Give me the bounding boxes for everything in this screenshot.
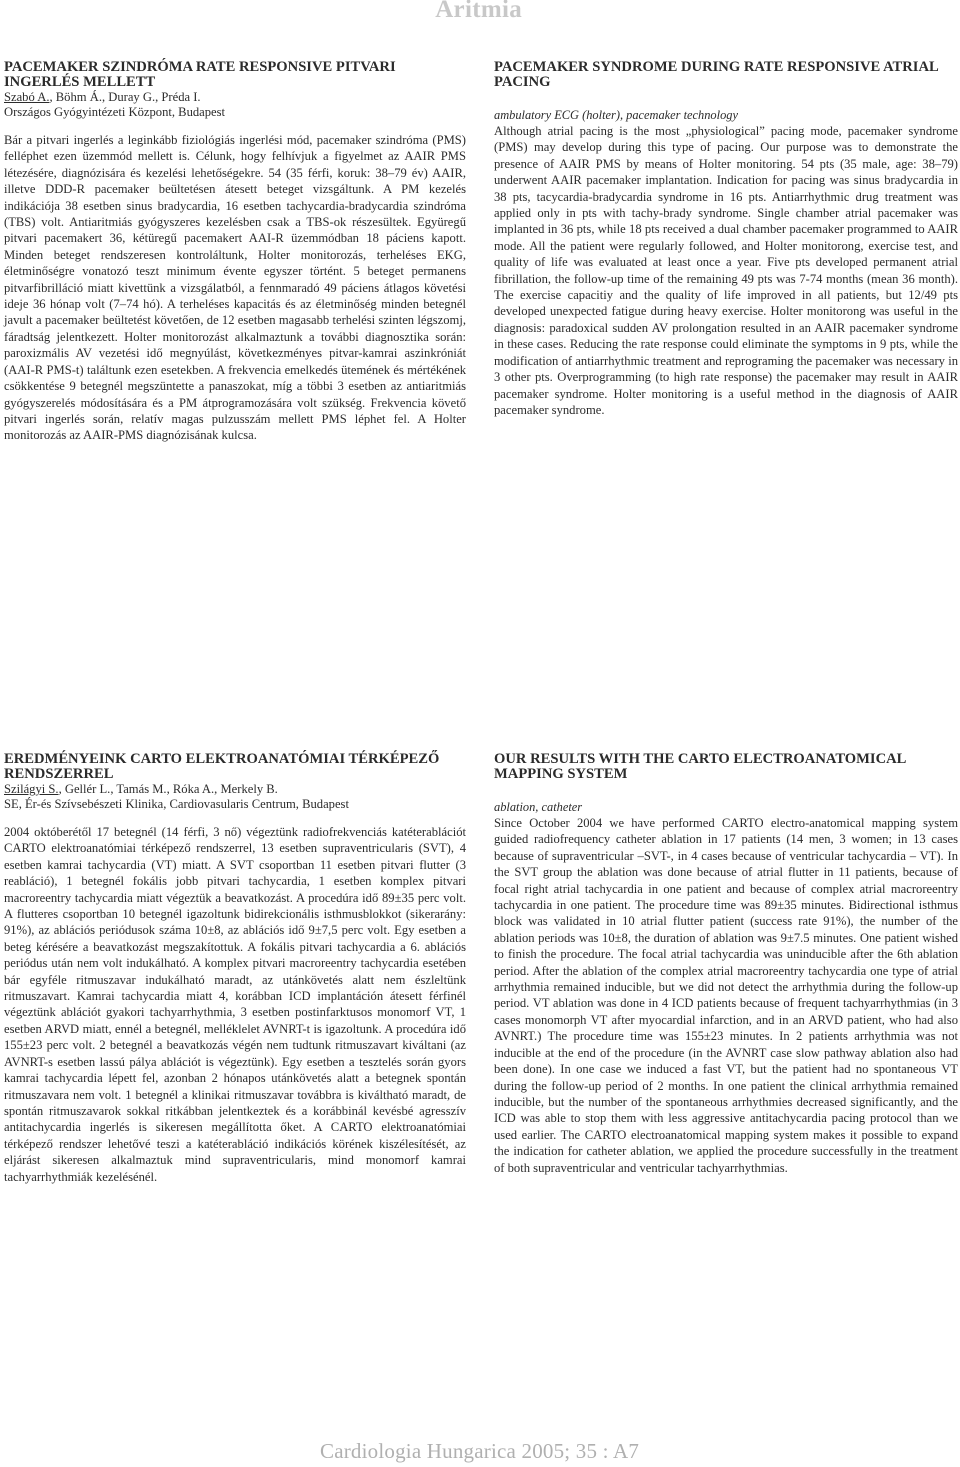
keywords: ambulatory ECG (holter), pacemaker technology [494, 108, 738, 122]
presenting-author: Szilágyi S. [4, 782, 59, 796]
author-list [4, 90, 466, 105]
co-authors: , Böhm Á., Duray G., Préda I. [49, 90, 201, 104]
affiliation: Országos Gyógyintézeti Központ, Budapest [4, 105, 226, 119]
abstract-title: OUR RESULTS WITH THE CARTO ELECTROANATOMICAL MAPPING SYSTEM [494, 751, 906, 782]
abstract-body: Bár a pitvari ingerlés a leginkább fiziológiás ingerlési mód, pacemaker szindróma (PMS) felléphet ezen üzemmód mellett is. Célunk, hogy felhívjuk a figyelmet az AAIR PMS létezésére, diagnózisára és kezelési lehetőségekre. 54 (35 férfi, koruk: 38–79 év) AAIR, illetve DDD-R pacemaker beültetésen átesett beteget vizsgáltunk. A PM kezelés indikációja 38 esetben sinus bradycardia, 16 esetben tachycardia-bradycardia szindróma (TBS) volt. Antiaritmiás gyógyszeres kezelésben csak a TBS-ok részesültek. Együregű pitvari pacemakert 36, kétüregű pacemakert AAI-R üzemmódban 18 páciens kapott. Minden beteget rendszeresen kontroláltunk, Holter monitorozás, terheléses EKG, életminőségre vonatozó teszt minimum évente egyszer történt. 5 beteget permanens pitvarfibrilláció miatt kivettünk a vizsgálatból, a fennmaradó 49 páciens átlagos követési ideje 36 hónap volt (7–74 hó). A terheléses kapacitás és az életminőség minden betegnél javult a pacemaker beültetést követően, de 12 esetben magasabb terhelési szinten légszomj, fáradtság jelentkezett. Holter monitorozást alkalmaztunk a további diagnosztika során: paroxizmális AV vezetési idő megnyúlást, következményes pitvar-kamrai aszinkróniát (AAI-R PMS-t) találtunk ezen esetekben. A frekvencia emelkedés ütemének és mértékének csökkentése 9 betegnél megszüntette a panaszokat, míg a többi 3 esetben az antiaritmiás gyógyszerelés módosítására és a PM átprogramozására volt szükség. Frekvencia követő pitvari ingerlés során, relatív magas pulzusszám mellett PMS léphet fel. A Holter monitorozás az AAIR-PMS diagnózisának kulcsa. [4, 133, 466, 443]
abstract-3 [4, 752, 466, 1185]
author-list [4, 782, 466, 797]
co-authors: , Gellér L., Tamás M., Róka A., Merkely B. [58, 782, 278, 796]
keywords: ablation, catheter [494, 800, 583, 814]
abstract-1 [4, 60, 466, 444]
abstract-2 [494, 60, 958, 418]
abstract-body: Although atrial pacing is the most „physiological” pacing mode, pacemaker syndrome (PMS) may develop during this type of pacing. Our purpose was to demonstrate the presence of AAIR PMS by means of Holter monitoring. 54 pts (35 male, age: 38–79) underwent AAIR pacemaker implantation. Indication for pacing was sinus bradycardia in 38 pts, tacycardia-bradycardia syndrome in 16 pts. Antiarrhythmic drug treatment was applied only in pts with tachy-brady syndrome. Single chamber atrial pacemaker was implanted in 36 pts, while 18 pts received a dual chamber pacemaker programmed to AAIR mode. All the patient were regularly followed, and Holter monitorong, exercise test, and quality of life was evaluated at least once a year. Five pts developed permanent atrial fibrillation, the follow-up time of the remaining 49 pts was 7-74 months (mean 36 month). The exercise capacitiy and the quality of life improved in all patients, but 12/49 pts developed unexpected fatigue during heavy exercise. Holter monitorong was useful in the diagnosis: paradoxical sudden AV prolongation resulted in an AAIR pacemaker syndrome in these cases. Reducing the rate response could eliminate the symptoms in 9 pts, while the modification of antiarrhythmic treatment and reprograming the pacemaker was necessary in 3 other pts. Overprogramming (to high rate response) the pacemaker may result in AAIR pacemaker syndrome. Holter monitoring is a useful method in the diagnosis of AAIR pacemaker syndrome. [494, 124, 958, 417]
journal-citation: Cardiologia Hungarica 2005; 35 : A7 [320, 1439, 640, 1463]
abstract-title: EREDMÉNYEINK CARTO ELEKTROANATÓMIAI TÉRKÉPEZŐ RENDSZERREL [4, 751, 440, 782]
abstract-title: PACEMAKER SYNDROME DURING RATE RESPONSIVE ATRIAL PACING [494, 59, 938, 90]
abstract-body: Since October 2004 we have performed CARTO electro-anatomical mapping system guided radiofrequency catheter ablation in 17 patients (14 men, 3 women; in 13 cases because of supraventricular –SVT-, in 4 cases because of ventricular tachycardia – VT). In the SVT group the ablation was done because of atrial flutter in 11 patients, because of focal right atrial tachycardia in one patient and because of complex atrial macroreentry tachycardia in one patient. The procedure time was 89±35 minutes. Bidirectional isthmus block was validated in 10 atrial flutter patient (success rate 91%), the number of the ablation periods was 10±8, the duration of ablation was 9±7.5 minutes. One patient wished to finish the procedure. The focal atrial tachycardia was uninducible after the 6th ablation period. After the ablation of the complex atrial macroreentry tachycardia one type of atrial arrhythmia remained inducible, but we did not detect the arrhythmia during the follow-up period. VT ablation was done in 4 ICD patients because of frequent tachyarrhythmias (in 3 cases monomorph VT after myocardial infarction, and in an ARVD patient, who had also AVNRT.) The procedure time was 155±23 minutes. In 2 patients arrhythmia was not inducible at the end of the procedure (in the AVNRT case slow pathway ablation also had been done). In one case we induced a fast VT, but the patient had no spontaneous VT during the follow-up period of 2 months. In one patient the clinical arrhythmia remained inducible, but the number of the spontaneous arrhythmies decreased significantly, and the ICD was able to stop them with less aggressive antitachycardia pacing protocol than we used earlier. The CARTO electroanatomical mapping system makes it possible to expand the indication for catheter ablation, we applied the procedure successfully in the treatment of both supraventricular and ventricular tachyarrhythmias. [494, 816, 958, 1175]
abstract-4 [494, 752, 958, 1176]
affiliation: SE, Ér-és Szívsebészeti Klinika, Cardiovasularis Centrum, Budapest [4, 797, 349, 811]
abstract-body: 2004 októberétől 17 betegnél (14 férfi, 3 nő) végeztünk radiofrekvenciás katéterablációt CARTO elektroanatómiai térképező rendszerrel, 13 esetben supraventricularis (SVT), 4 esetben kamrai tachycardia (VT) miatt. A SVT csoportban 11 esetben pitvari flutter (3 reabláció), 1 betegnél fokális jobb pitvari tachycardia, 1 esetben komplex pitvari macroreentry tachycardia miatt végeztük a beavatkozást. A procedúra idő 89±35 perc volt. A flutteres csoportban 10 betegnél igazoltunk bidirekcionális isthmusblokkot (sikerarány: 91%), az ablációs periódusok száma 10±8, az ablációs idő 9±7,5 perc volt. Egy esetben a beteg kérésére a beavatkozást megszakítottuk. A fokális pitvari tachycardia a 6. ablációs periódus után nem volt indukálható. A komplex pitvari macroreentry tachycardia esetében bár egyféle ritmuszavar indukálható maradt, az utánkövetés alatt nem észleltünk ritmuszavart. Kamrai tachycardia miatt 4, korábban ICD implantáción átesett férfinél végeztünk ablációt gyakori tachyarrhythmia, 3 esetben postinfarktusos monomorf VT, 1 esetben ARVD miatt, ennél a betegnél, melléklelet AVNRT-t is igazoltunk. A procedúra idő 155±23 perc volt. 2 betegnél a beavatkozás végén nem tudtunk ritmuszavart kiváltani (az AVNRT-s esetben lassú pálya ablációt is végeztünk). Egy esetben a tesztelés során gyors kamrai tachycardia lépett fel, azonban 2 hónapos utánkövetés alatt a betegnek spontán ritmuszavara nem volt. 1 betegnél a klinikai ritmuszavar továbbra is kiváltható maradt, de spontán ritmuszavarok sokkal ritkábban jelentkeztek és a korábbinál kevésbé agresszív antitachycardia ingerlés is sikeresen megállította őket. A CARTO elektroanatómiai térképező rendszer lehetővé teszi a katéterabláció indikációs körének kiszélesítését, az eljárást sikeresen alkalmaztuk mind supraventricularis, mind monomorf kamrai tachyarrhythmiák kezelésénél. [4, 825, 466, 1184]
abstract-title: PACEMAKER SZINDRÓMA RATE RESPONSIVE PITVARI INGERLÉS MELLETT [4, 59, 396, 90]
section-title: Aritmia [435, 0, 522, 23]
presenting-author: Szabó A. [4, 90, 50, 104]
